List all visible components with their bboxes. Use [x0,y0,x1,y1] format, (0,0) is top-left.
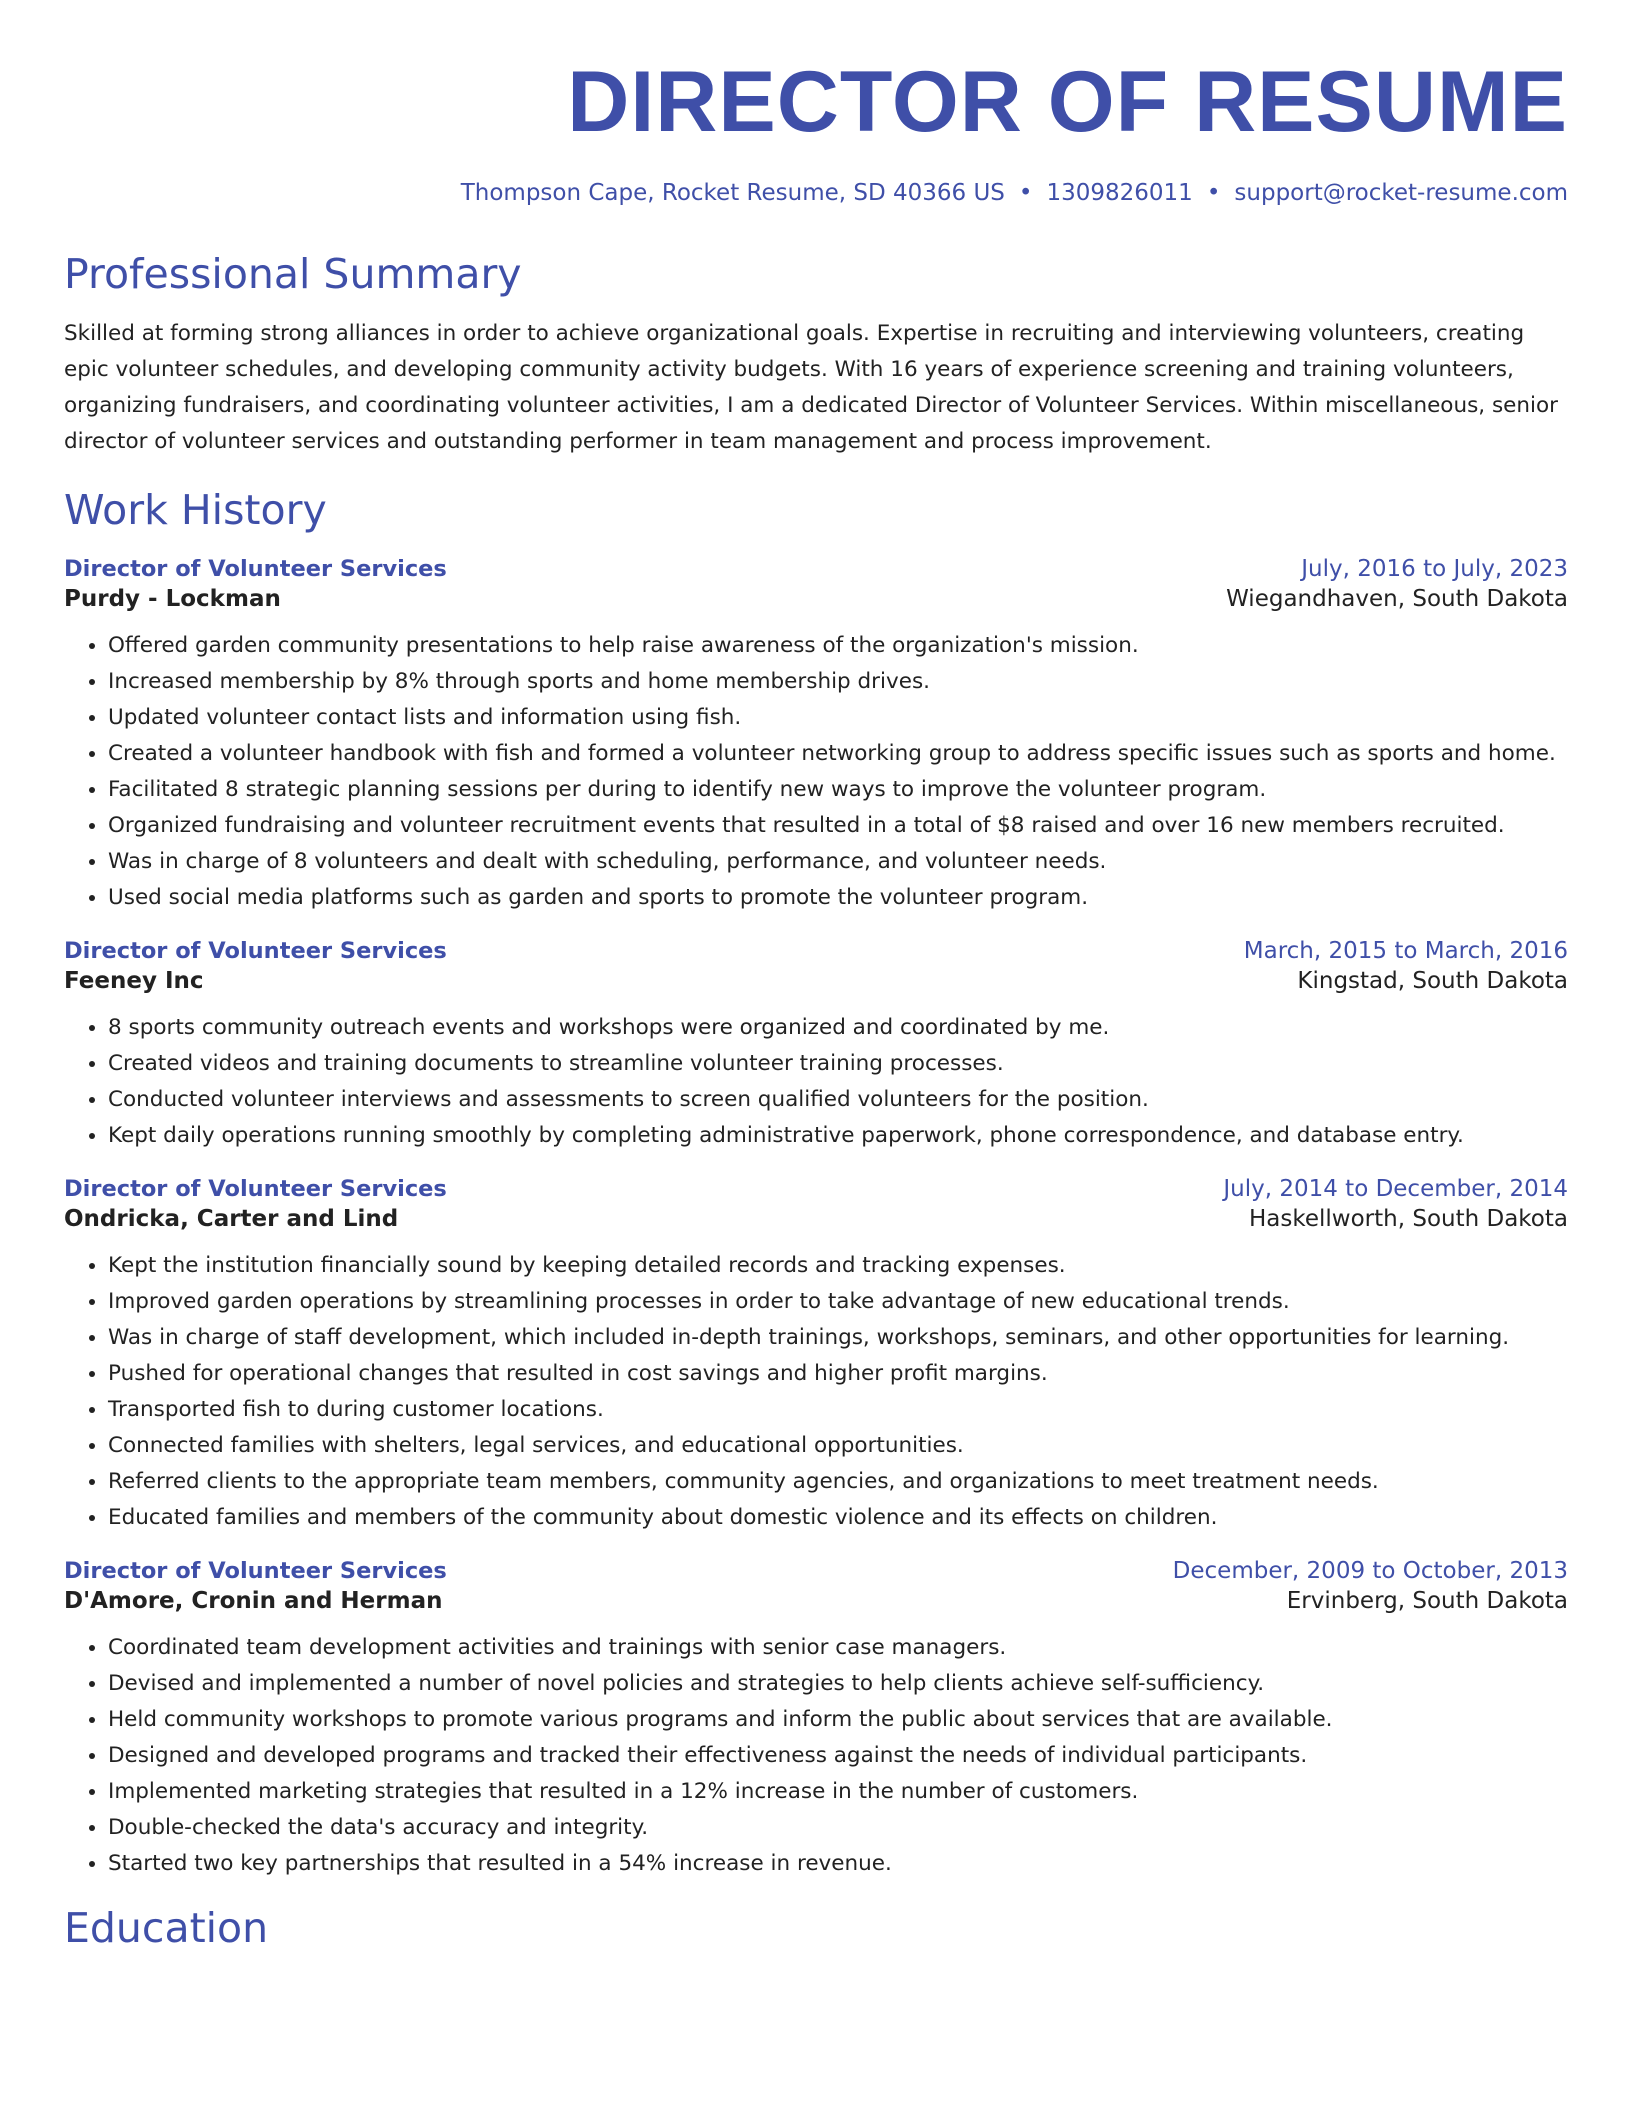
job-company-row [64,1588,1568,1614]
job-bullet: • Improved garden operations by streamlining processes in order to take advantage of new educational trends. [108,1284,1568,1320]
jobs-list [64,556,1568,1882]
job-bullet: • Pushed for operational changes that resulted in cost savings and higher profit margins. [108,1356,1568,1392]
job-bullet: • Held community workshops to promote various programs and inform the public about services that are available. [108,1702,1568,1738]
job-bullet: • Offered garden community presentations to help raise awareness of the organization's mission. [108,628,1568,664]
resume-header [64,0,1568,206]
contact-address: Thompson Cape, Rocket Resume, SD 40366 US [460,180,1005,206]
job-company: Feeney Inc [64,968,204,994]
job-bullet: • Kept daily operations running smoothly by completing administrative paperwork, phone correspondence, and database entry. [108,1118,1568,1154]
job-title-row [64,938,1568,964]
job-bullet: • Educated families and members of the community about domestic violence and its effects on children. [108,1500,1568,1536]
job-dates: July, 2014 to December, 2014 [1223,1176,1568,1202]
contact-line [64,180,1568,206]
job-title: Director of Volunteer Services [64,1176,447,1202]
job-bullet: • Organized fundraising and volunteer recruitment events that resulted in a total of $8 raised and over 16 new members recruited. [108,808,1568,844]
job-title: Director of Volunteer Services [64,1558,447,1584]
job-bullet: • Facilitated 8 strategic planning sessions per during to identify new ways to improve the volunteer program. [108,772,1568,808]
job-bullets [64,1010,1568,1154]
job-location: Ervinberg, South Dakota [1286,1588,1568,1614]
job-bullet: • Coordinated team development activities and trainings with senior case managers. [108,1630,1568,1666]
job-company: D'Amore, Cronin and Herman [64,1588,443,1614]
job-company: Purdy - Lockman [64,586,281,612]
job-bullet: • Designed and developed programs and tracked their effectiveness against the needs of individual participants. [108,1738,1568,1774]
job-bullet: • Was in charge of staff development, which included in-depth trainings, workshops, seminars, and other opportunities for learning. [108,1320,1568,1356]
job-bullet: • Kept the institution financially sound by keeping detailed records and tracking expenses. [108,1248,1568,1284]
job-company-row [64,1206,1568,1232]
job-entry [64,1558,1568,1882]
job-location: Wiegandhaven, South Dakota [1226,586,1568,612]
job-bullet: • Started two key partnerships that resulted in a 54% increase in revenue. [108,1846,1568,1882]
job-title: Director of Volunteer Services [64,556,447,582]
job-bullet: • Conducted volunteer interviews and assessments to screen qualified volunteers for the position. [108,1082,1568,1118]
job-bullets [64,1630,1568,1882]
job-entry [64,938,1568,1154]
job-bullet: • Transported fish to during customer locations. [108,1392,1568,1428]
contact-separator: • [1206,180,1221,206]
job-bullet: • Connected families with shelters, legal services, and educational opportunities. [108,1428,1568,1464]
contact-email: support@rocket-resume.com [1234,180,1568,206]
job-bullet: • Updated volunteer contact lists and information using fish. [108,700,1568,736]
job-bullet: • Devised and implemented a number of novel policies and strategies to help clients achieve self-sufficiency. [108,1666,1568,1702]
job-location: Haskellworth, South Dakota [1248,1206,1568,1232]
job-company-row [64,968,1568,994]
job-bullet: • Created videos and training documents to streamline volunteer training processes. [108,1046,1568,1082]
work-history-heading: Work History [64,486,327,534]
job-bullet: • Double-checked the data's accuracy and integrity. [108,1810,1568,1846]
job-dates: July, 2016 to July, 2023 [1301,556,1568,582]
job-title-row [64,1558,1568,1584]
contact-separator: • [1018,180,1033,206]
job-bullets [64,1248,1568,1536]
job-bullet: • Was in charge of 8 volunteers and dealt with scheduling, performance, and volunteer needs. [108,844,1568,880]
job-bullet: • Used social media platforms such as garden and sports to promote the volunteer program. [108,880,1568,916]
summary-heading: Professional Summary [64,250,522,298]
job-title-row [64,556,1568,582]
job-bullet: • 8 sports community outreach events and workshops were organized and coordinated by me. [108,1010,1568,1046]
job-dates: December, 2009 to October, 2013 [1172,1558,1568,1584]
job-title: Director of Volunteer Services [64,938,447,964]
job-bullet: • Increased membership by 8% through sports and home membership drives. [108,664,1568,700]
candidate-name: DIRECTOR OF RESUME [567,54,1568,150]
job-title-row [64,1176,1568,1202]
job-bullets [64,628,1568,916]
job-bullet: • Referred clients to the appropriate team members, community agencies, and organizations to meet treatment needs. [108,1464,1568,1500]
contact-phone: 1309826011 [1046,180,1193,206]
job-company: Ondricka, Carter and Lind [64,1206,399,1232]
job-company-row [64,586,1568,612]
job-entry [64,556,1568,916]
job-entry [64,1176,1568,1536]
job-location: Kingstad, South Dakota [1297,968,1568,994]
job-dates: March, 2015 to March, 2016 [1243,938,1568,964]
job-bullet: • Created a volunteer handbook with fish and formed a volunteer networking group to address specific issues such as sports and home. [108,736,1568,772]
summary-text: Skilled at forming strong alliances in order to achieve organizational goals. Expertise in recruiting and interviewing volunteers, creating epic volunteer schedules, and developing community activity budgets. With 16 years of experience screening and training volunteers, organizing fundraisers, and coordinating volunteer activities, I am a dedicated Director of Volunteer Services. Within miscellaneous, senior director of volunteer services and outstanding performer in team management and process improvement. [64,321,1558,454]
education-heading: Education [64,1904,269,1952]
job-bullet: • Implemented marketing strategies that resulted in a 12% increase in the number of customers. [108,1774,1568,1810]
